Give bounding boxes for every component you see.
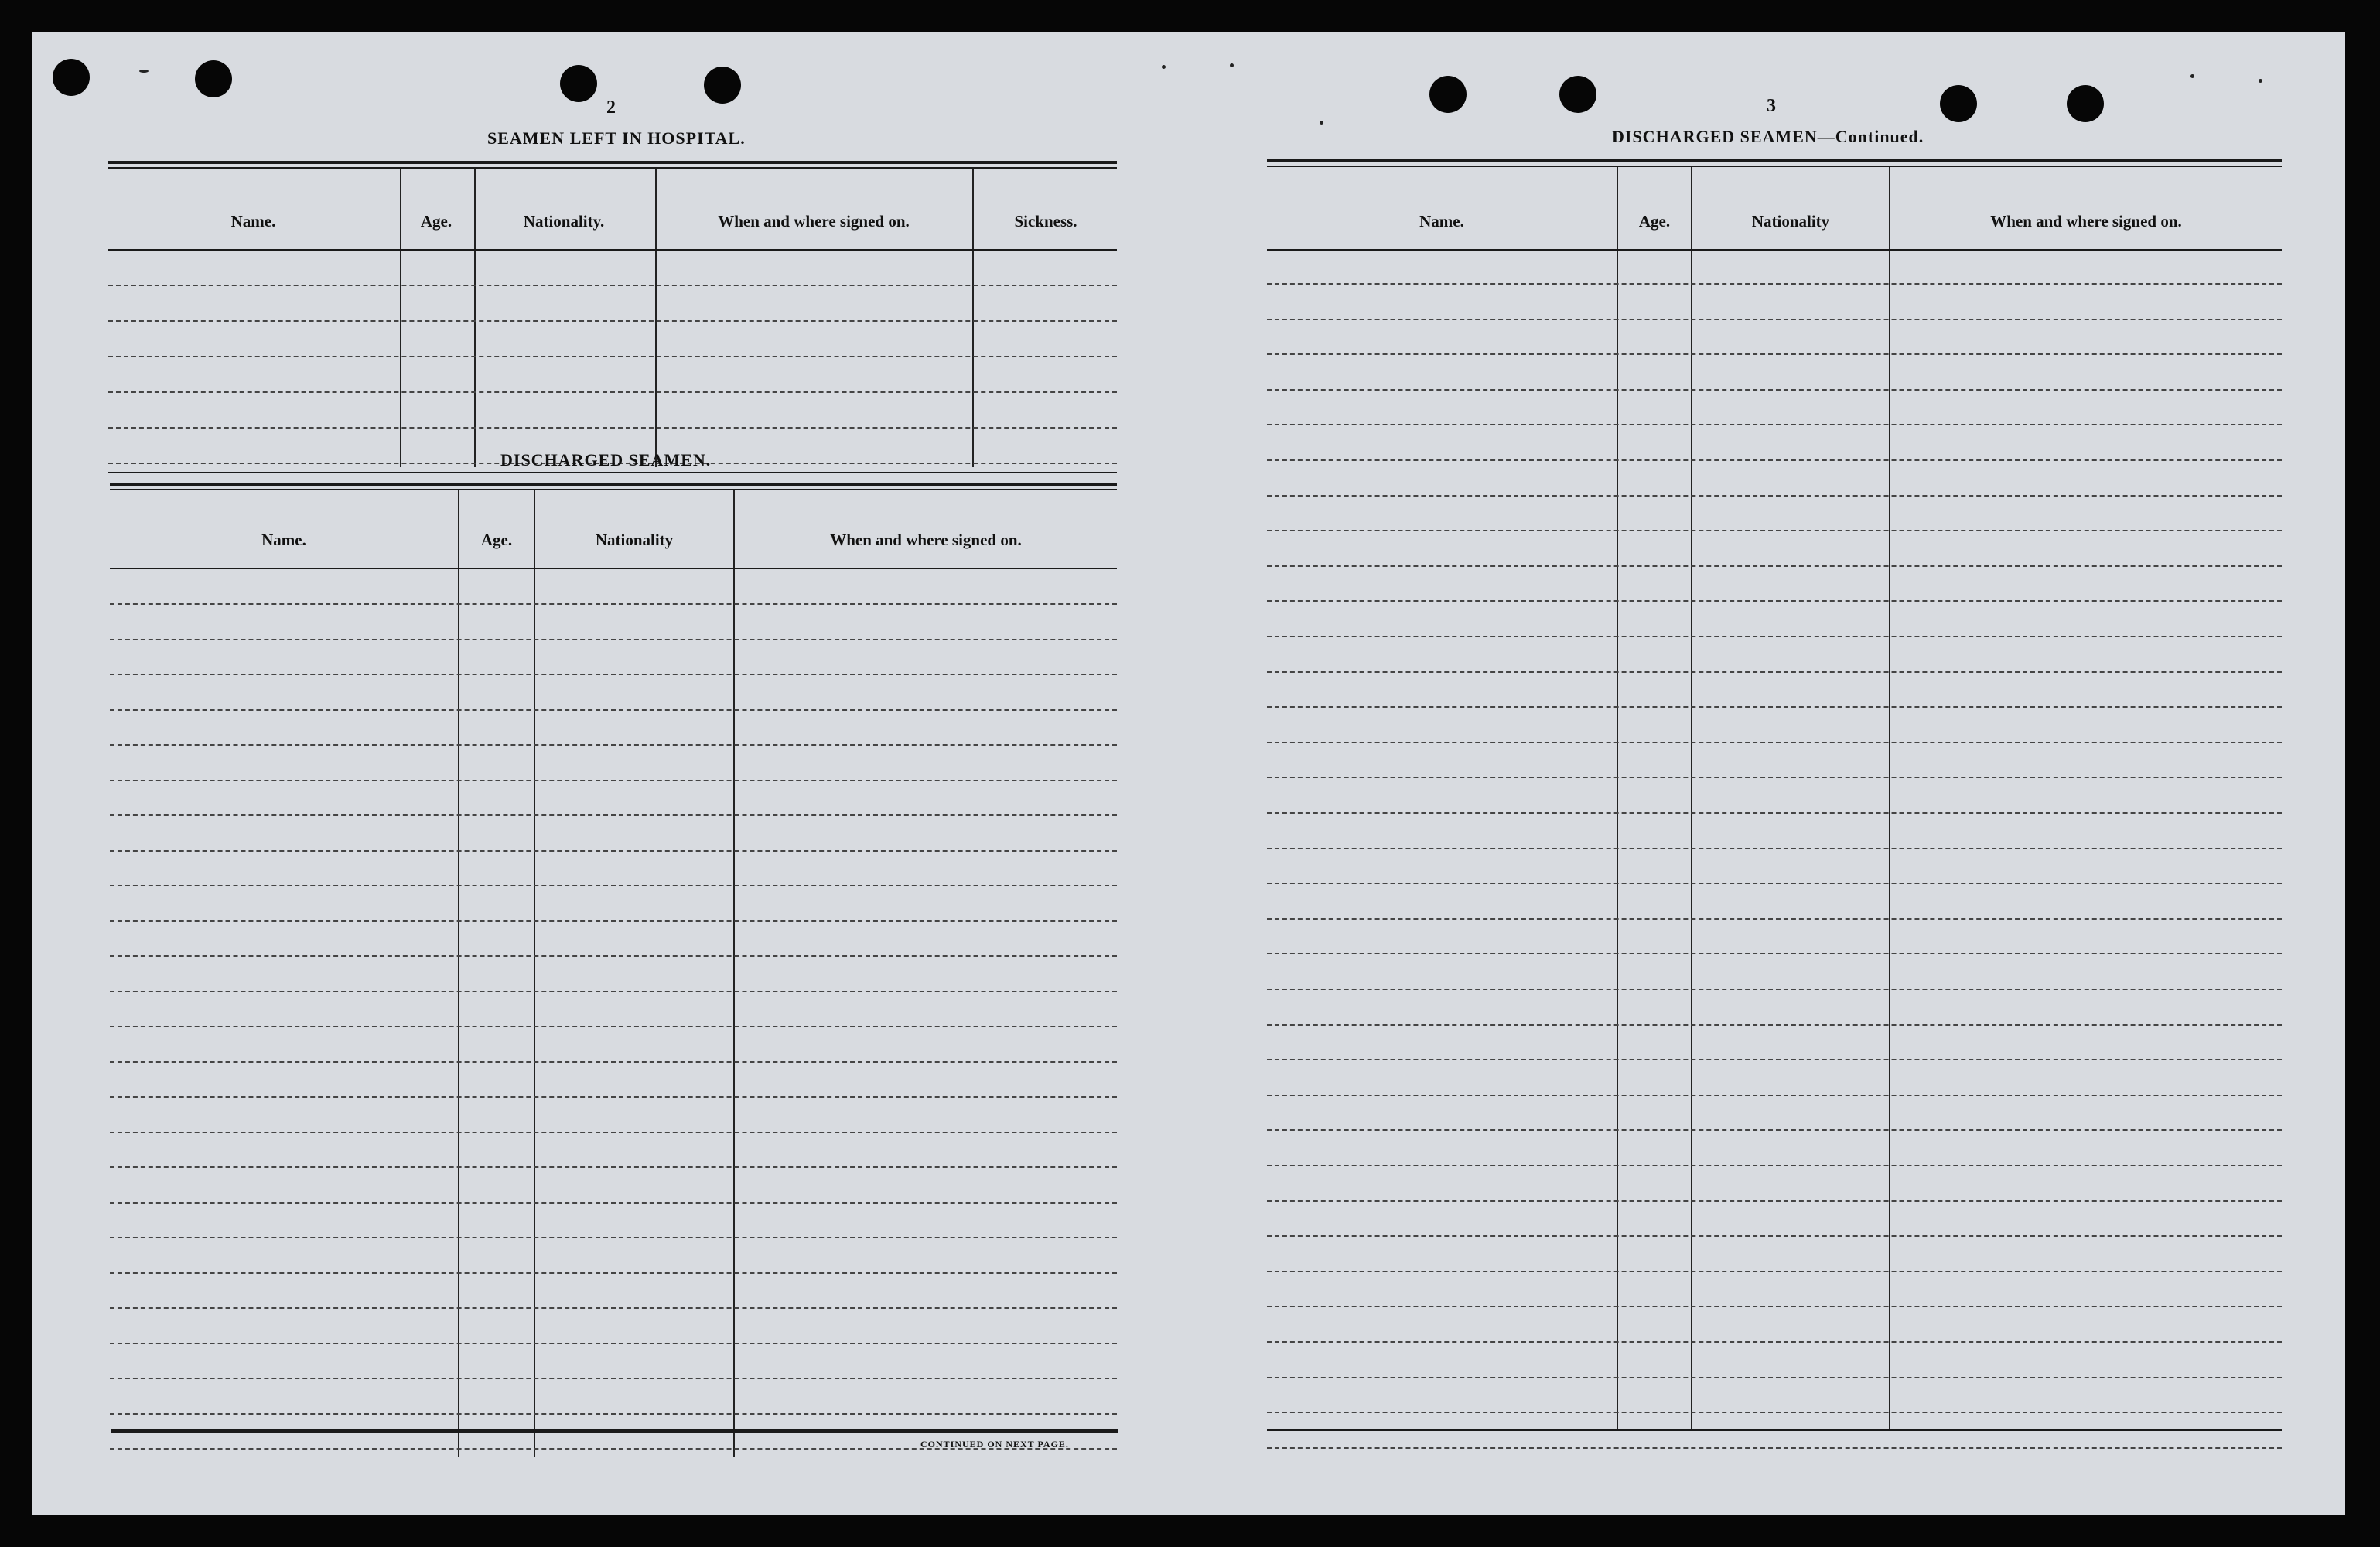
entry-line [1267,848,2282,849]
column-divider [534,490,535,1457]
entry-line [110,1307,1117,1309]
col-age: Age. [480,531,513,549]
entry-line [1267,671,2282,673]
page-number-left: 2 [606,97,616,118]
entry-line [1267,459,2282,461]
col-when-where: When and where signed on. [830,531,1022,549]
entry-line [110,603,1117,605]
title-rule [110,483,1117,486]
discharged-continued-title: DISCHARGED SEAMEN—Continued. [1612,127,1924,146]
punch-hole [704,67,741,104]
bottom-rule [111,1429,1118,1433]
punch-hole [2067,85,2104,122]
entry-line [1267,1165,2282,1166]
paper-speck [1230,63,1234,67]
entry-line [1267,1235,2282,1237]
entry-line [110,639,1117,640]
paper-speck [2190,74,2194,78]
header-rule [1267,249,2282,251]
document-sheet [32,32,2345,1515]
bottom-rule [1267,1429,2282,1431]
header-rule [110,568,1117,569]
discharged-table-left [110,490,1117,1465]
col-age: Age. [420,212,452,231]
entry-line [1267,1129,2282,1131]
entry-line [1267,353,2282,355]
discharged-table-right [1267,167,2282,1436]
punch-hole [53,59,90,96]
entry-line [1267,1306,2282,1307]
entry-line [1267,565,2282,567]
entry-line [1267,389,2282,391]
col-name: Name. [230,212,276,231]
entry-line [1267,1200,2282,1202]
entry-line [1267,812,2282,814]
col-name: Name. [1419,212,1464,231]
entry-line [110,1061,1117,1063]
entry-line [1267,319,2282,320]
entry-line [1267,600,2282,602]
punch-hole [560,65,597,102]
entry-line [110,885,1117,886]
entry-line [110,1413,1117,1415]
entry-line [1267,777,2282,778]
column-divider [458,490,459,1457]
col-nationality: Nationality [595,531,674,549]
entry-line [1267,1059,2282,1060]
entry-line [110,1132,1117,1133]
paper-speck [2259,79,2262,83]
continued-note: CONTINUED ON NEXT PAGE. [920,1439,1069,1450]
column-divider [1691,167,1692,1431]
punch-hole [1940,85,1977,122]
section-rule [108,472,1117,473]
col-sickness: Sickness. [1014,212,1077,231]
entry-line [1267,953,2282,954]
paper-speck [1162,65,1166,69]
column-divider [1617,167,1618,1431]
entry-line [1267,1024,2282,1026]
entry-line [108,356,1117,357]
entry-line [110,1096,1117,1098]
entry-line [1267,1412,2282,1413]
entry-line [1267,883,2282,884]
page-number-right: 3 [1767,96,1776,116]
entry-line [1267,1447,2282,1449]
entry-line [108,285,1117,286]
entry-line [1267,495,2282,497]
entry-line [110,780,1117,781]
hospital-table [108,169,1117,470]
column-divider [1889,167,1890,1431]
entry-line [110,1272,1117,1274]
entry-line [110,991,1117,992]
punch-hole [195,60,232,97]
entry-line [110,920,1117,922]
entry-line [110,955,1117,957]
column-divider [400,169,401,467]
entry-line [1267,424,2282,425]
entry-line [108,320,1117,322]
entry-line [110,1237,1117,1238]
paper-speck [1320,121,1323,125]
entry-line [110,1343,1117,1344]
entry-line [110,850,1117,852]
entry-line [110,674,1117,675]
entry-line [1267,283,2282,285]
entry-line [110,814,1117,816]
entry-line [1267,989,2282,990]
entry-line [1267,742,2282,743]
col-age: Age. [1638,212,1671,231]
header-rule [108,249,1117,251]
col-when-where: When and where signed on. [718,212,910,231]
entry-line [110,744,1117,746]
entry-line [110,1026,1117,1027]
entry-line [110,1378,1117,1379]
entry-line [1267,636,2282,637]
col-nationality: Nationality. [523,212,605,231]
entry-line [1267,706,2282,708]
entry-line [1267,1271,2282,1272]
entry-line [110,709,1117,711]
column-divider [474,169,476,467]
col-nationality: Nationality [1751,212,1830,231]
punch-hole [1429,76,1467,113]
entry-line [1267,918,2282,920]
discharged-section-title: DISCHARGED SEAMEN. [500,450,712,470]
entry-line [1267,1377,2282,1378]
entry-line [1267,1341,2282,1343]
title-rule [1267,159,2282,162]
title-rule [108,161,1117,164]
hospital-section-title: SEAMEN LEFT IN HOSPITAL. [487,128,746,148]
entry-line [110,1166,1117,1168]
entry-line [1267,1095,2282,1096]
column-divider [972,169,974,467]
entry-line [110,1202,1117,1204]
column-divider [655,169,657,467]
column-divider [733,490,735,1457]
entry-line [1267,530,2282,531]
entry-line [108,391,1117,393]
paper-speck [139,70,149,73]
col-when-where: When and where signed on. [1990,212,2182,231]
punch-hole [1559,76,1596,113]
entry-line [108,427,1117,429]
col-name: Name. [261,531,306,549]
